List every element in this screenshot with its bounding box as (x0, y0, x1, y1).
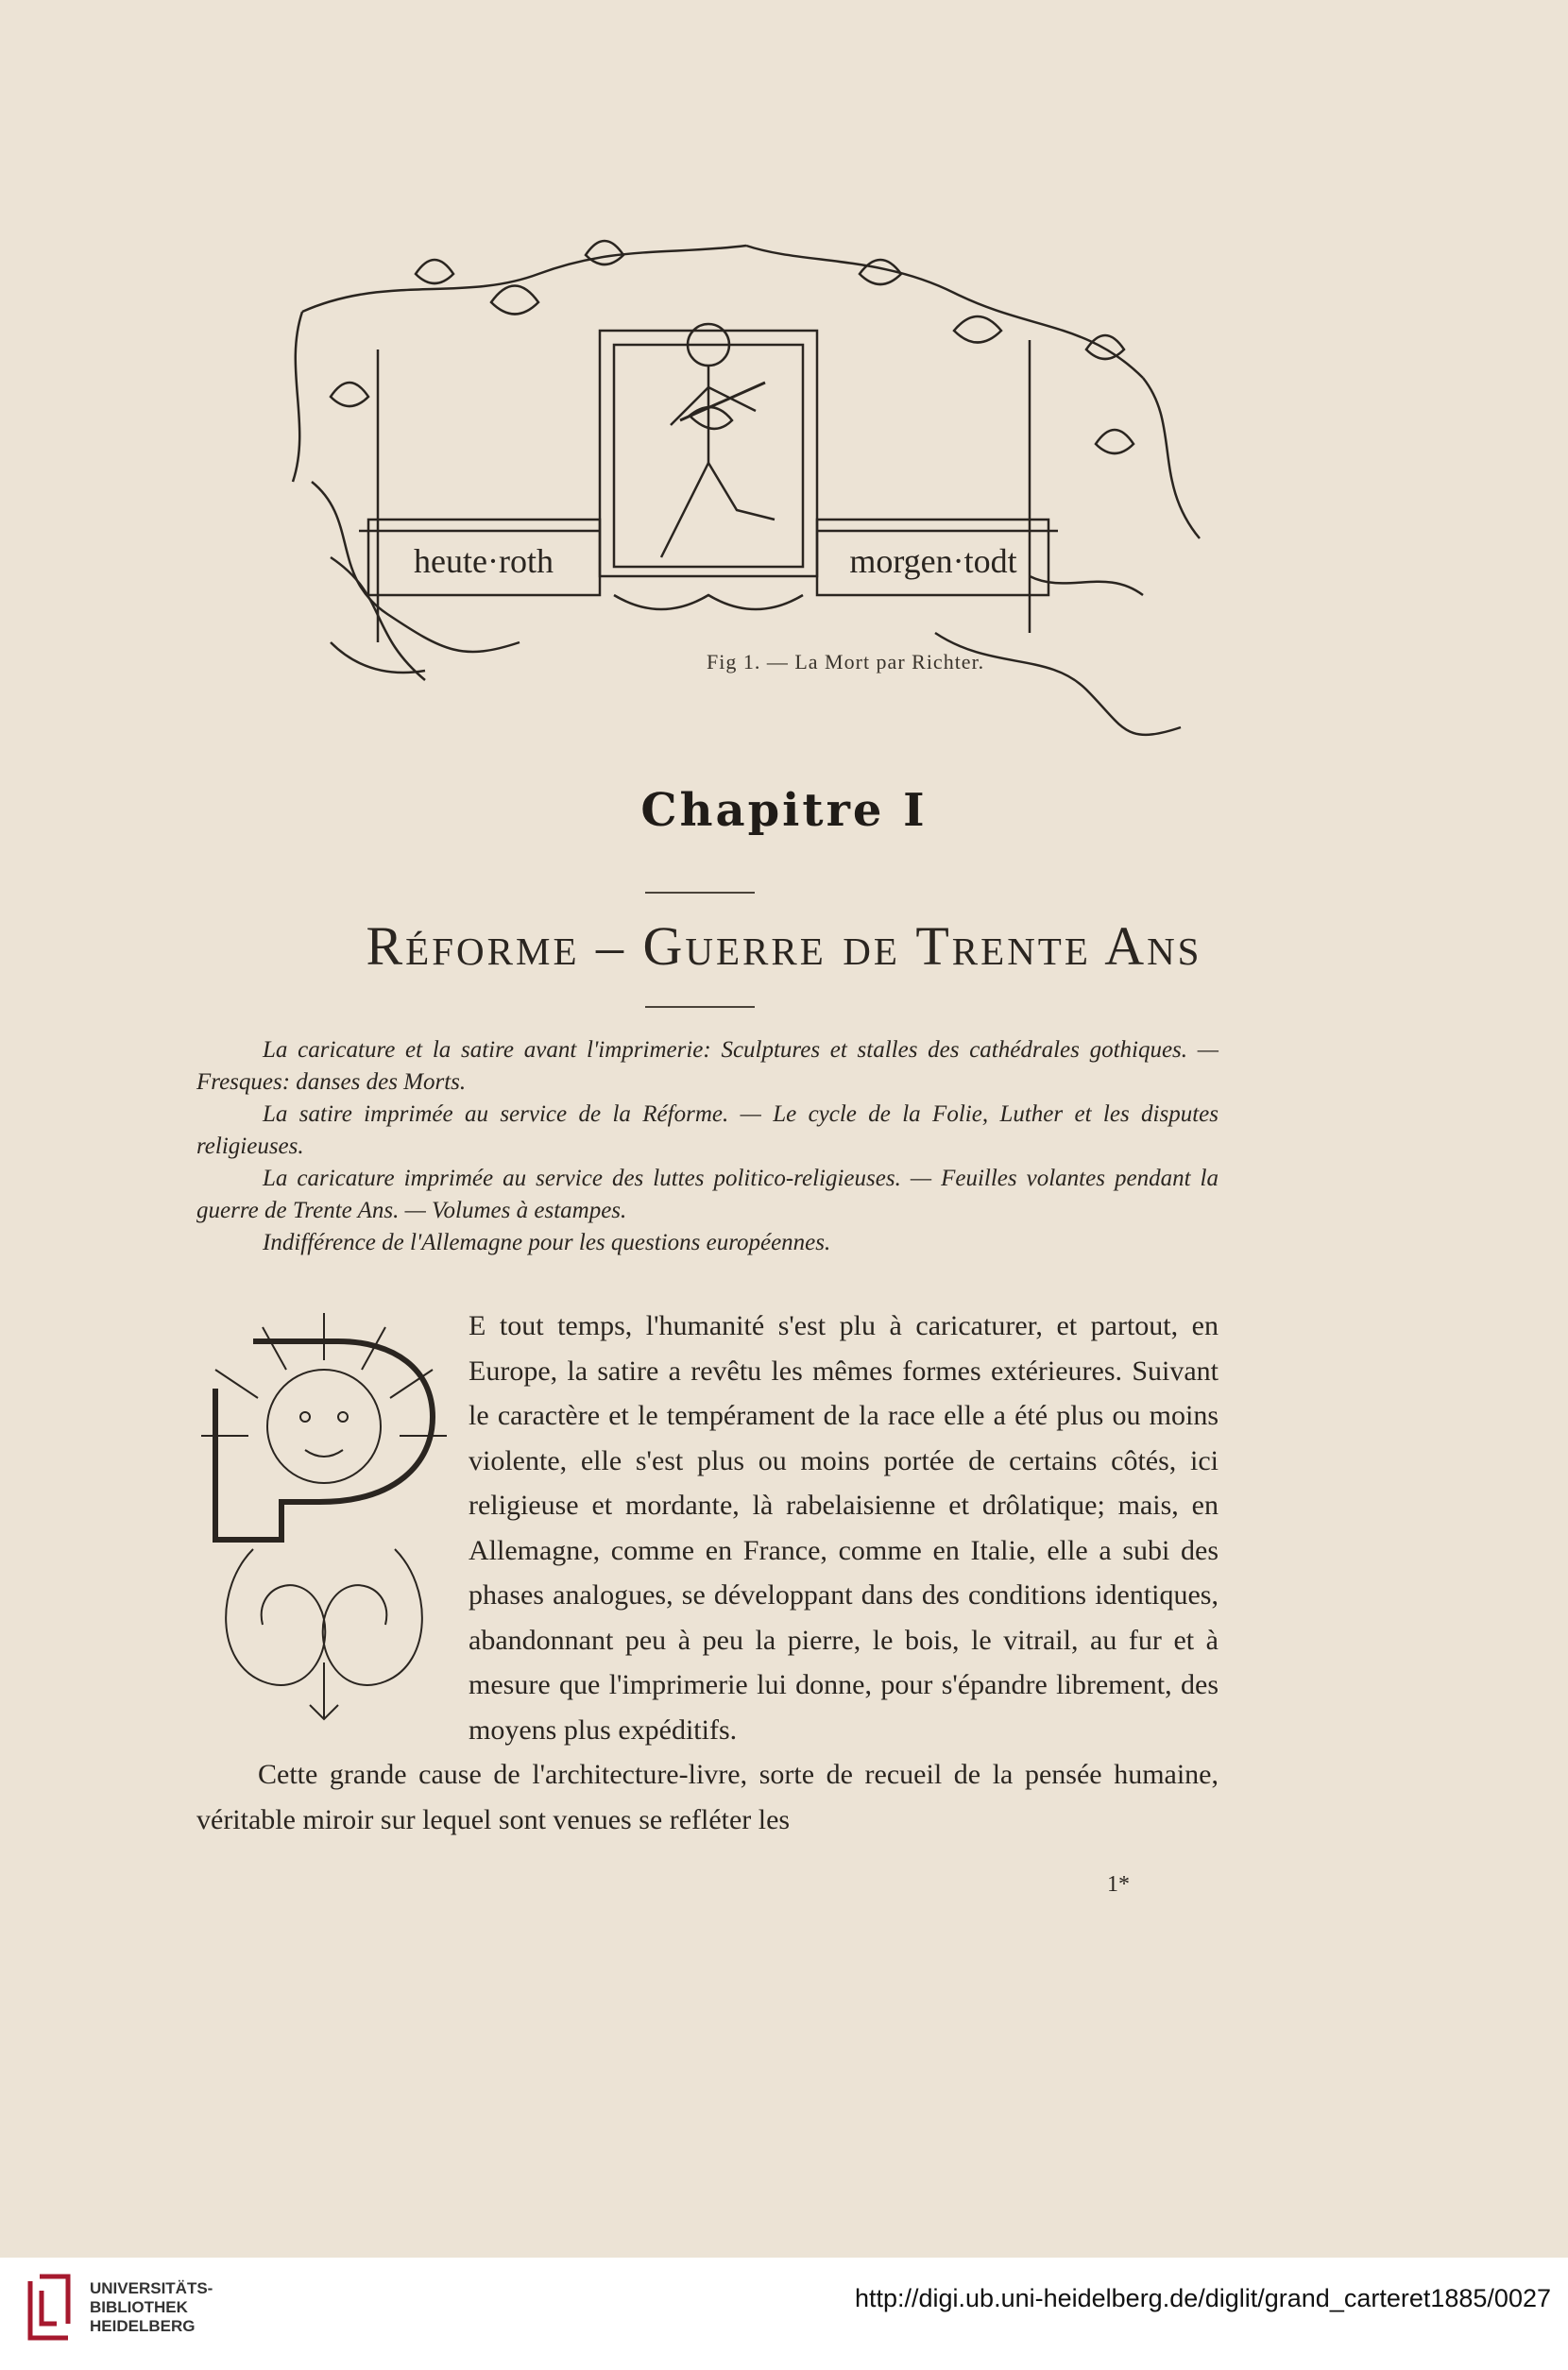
source-url-link[interactable]: http://digi.ub.uni-heidelberg.de/diglit/grand_carteret1885/0027 (854, 2284, 1551, 2312)
chapter-summary (196, 1034, 1219, 1259)
page-signature: 1* (1107, 1872, 1130, 1897)
sun-rays-icon (201, 1313, 447, 1436)
footer-bar (0, 2258, 1568, 2370)
figure-caption: Fig 1. — La Mort par Richter. (707, 650, 985, 673)
summary-item: La satire imprimée au service de la Réforme. — Le cycle de la Folie, Luther et les disputes religieuses. (196, 1101, 1219, 1159)
rule-top (645, 892, 755, 894)
banner-left-text: heute·roth (414, 542, 554, 580)
summary-item: La caricature et la satire avant l'imprimerie: Sculptures et stalles des cathédrales gothiques. — Fresques: danses des Morts. (196, 1037, 1219, 1095)
death-fiddler-illustration (274, 236, 1219, 765)
library-line: HEIDELBERG (90, 2317, 196, 2335)
ornamental-dropcap (196, 1304, 452, 1729)
summary-item: Indifférence de l'Allemagne pour les questions européennes. (263, 1230, 831, 1255)
chapter-heading: Chapitre I (640, 784, 928, 837)
library-name[interactable] (90, 2279, 213, 2336)
dropcap-letter: D (324, 1499, 332, 1509)
paragraph-1: E tout temps, l'humanité s'est plu à caricaturer, et partout, en Europe, la satire a revêtu les mêmes formes extérieures. Suivant le caractère et le tempérament de la race elle a été plus ou moins violente, elle s'est plus ou moins portée de certains côtés, ici religieuse et mordante, là rabelaisienne et drôlatique; mais, en Allemagne, comme en France, comme en Italie, elle a subi des phases analogues, se développant dans des conditions identiques, abandonnant peu à peu la pierre, le bois, le vitrail, au fur et à mesure que l'imprimerie lui donne, pour s'épandre librement, des moyens plus expéditifs. (469, 1310, 1219, 1746)
body-text (196, 1304, 1219, 1842)
banner-right-text: morgen·todt (849, 542, 1017, 580)
chapter-title: Réforme – Guerre de Trente Ans (366, 915, 1202, 977)
summary-item: La caricature imprimée au service des luttes politico-religieuses. — Feuilles volantes pendant la guerre de Trente Ans. — Volumes à estampes. (196, 1166, 1219, 1223)
library-line: BIBLIOTHEK (90, 2298, 188, 2316)
rule-bottom (645, 1006, 755, 1008)
library-line: UNIVERSITÄTS- (90, 2279, 213, 2297)
paragraph-2: Cette grande cause de l'architecture-livre, sorte de recueil de la pensée humaine, véritable miroir sur lequel sont venues se refléter les (196, 1759, 1219, 1835)
library-logo-icon[interactable] (21, 2272, 77, 2347)
